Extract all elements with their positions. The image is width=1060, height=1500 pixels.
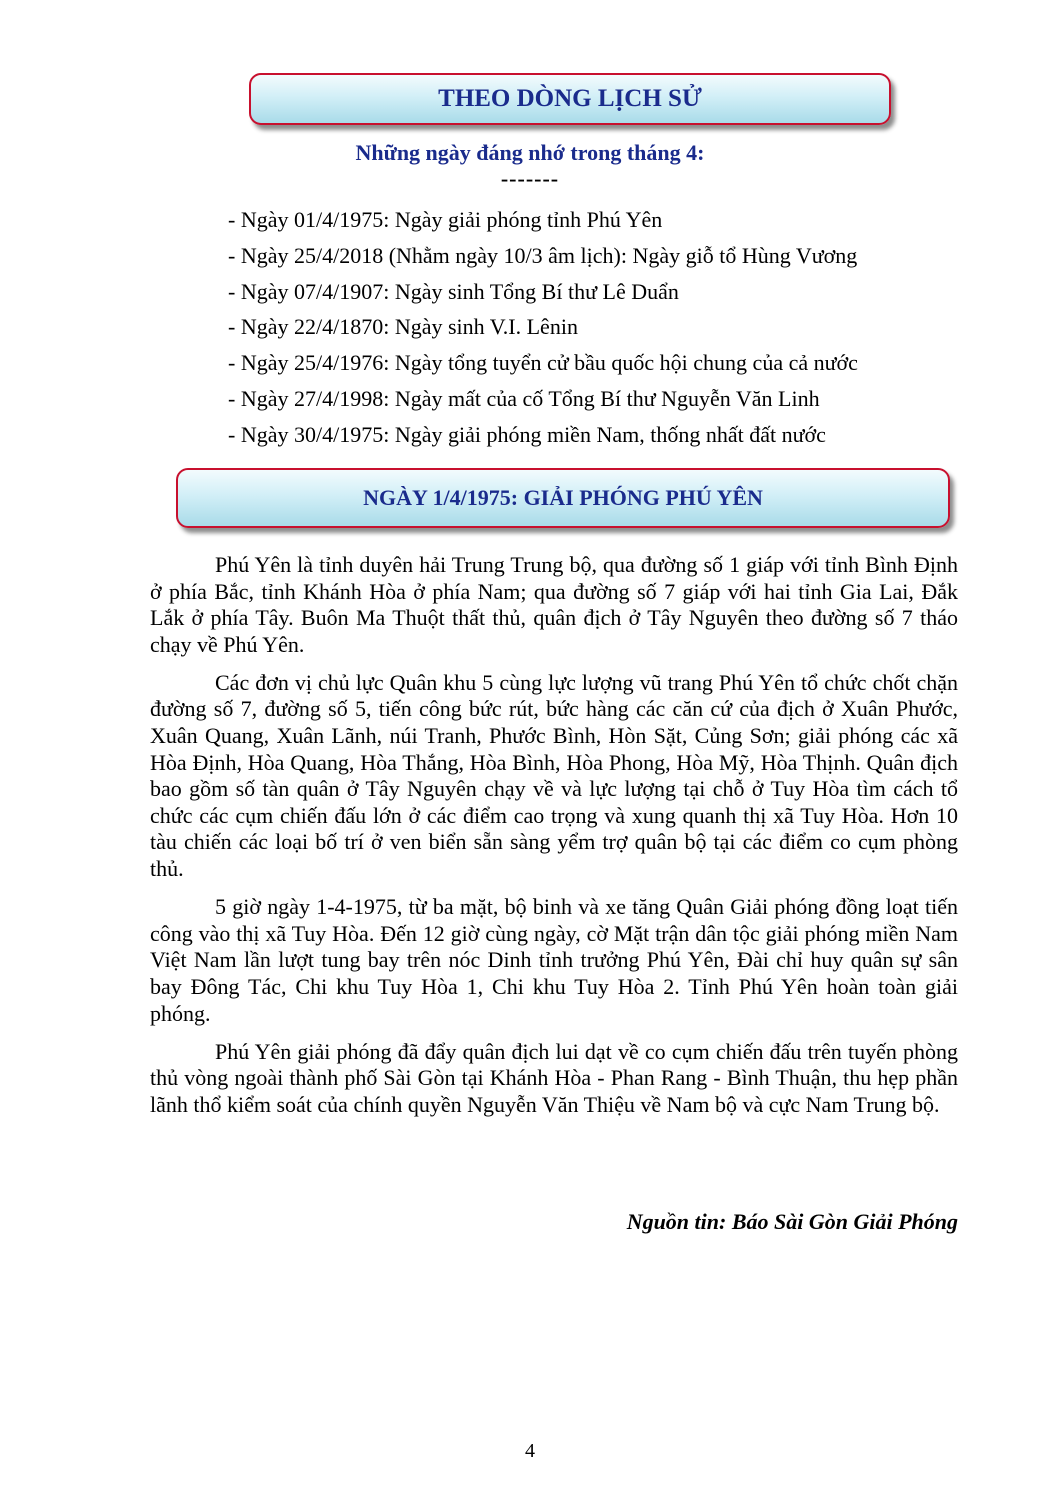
list-item: - Ngày 25/4/1976: Ngày tổng tuyển cử bầu quốc hội chung của cả nước bbox=[228, 350, 858, 376]
section-title-phu-yen: NGÀY 1/4/1975: GIẢI PHÓNG PHÚ YÊN bbox=[363, 485, 763, 510]
article-paragraph: 5 giờ ngày 1-4-1975, từ ba mặt, bộ binh và xe tăng Quân Giải phóng đồng loạt tiến công vào thị xã Tuy Hòa. Đến 12 giờ cùng ngày, cờ Mặt trận dân tộc giải phóng miền Nam Việt Nam lần lượt tung bay trên nóc Dinh tỉnh trưởng Phú Yên, Đài chỉ huy quân sự sân bay Đông Tác, Chi khu Tuy Hòa 1, Chi khu Tuy Hòa 2. Tỉnh Phú Yên hoàn toàn giải phóng. bbox=[150, 894, 958, 1026]
section-banner-phu-yen bbox=[176, 468, 950, 528]
section-banner-history bbox=[249, 73, 891, 125]
memorable-dates-subtitle: Những ngày đáng nhớ trong tháng 4: bbox=[355, 140, 705, 165]
source-credit: Nguồn tin: Báo Sài Gòn Giải Phóng bbox=[626, 1209, 958, 1234]
list-item: - Ngày 22/4/1870: Ngày sinh V.I. Lênin bbox=[228, 314, 578, 340]
article-paragraph: Phú Yên là tỉnh duyên hải Trung Trung bộ, qua đường số 1 giáp với tỉnh Bình Định ở phía Bắc, tỉnh Khánh Hòa ở phía Nam; qua đường số 7 giáp với hai tỉnh Gia Lai, Đắk Lắk ở phía Tây. Buôn Ma Thuột thất thủ, quân địch ở Tây Nguyên theo đường số 7 tháo chạy về Phú Yên. bbox=[150, 552, 958, 657]
list-item: - Ngày 27/4/1998: Ngày mất của cố Tổng Bí thư Nguyễn Văn Linh bbox=[228, 385, 820, 411]
section-title-history: THEO DÒNG LỊCH SỬ bbox=[438, 85, 702, 112]
list-item: - Ngày 01/4/1975: Ngày giải phóng tỉnh Phú Yên bbox=[228, 207, 663, 232]
memorable-dates-list bbox=[228, 202, 858, 453]
list-item: - Ngày 30/4/1975: Ngày giải phóng miền Nam, thống nhất đất nước bbox=[228, 421, 826, 447]
article-paragraph: Phú Yên giải phóng đã đẩy quân địch lui dạt về co cụm chiến đấu trên tuyến phòng thủ vòng ngoài thành phố Sài Gòn tại Khánh Hòa - Phan Rang - Bình Thuận, thu hẹp phần lãnh thổ kiểm soát của chính quyền Nguyễn Văn Thiệu về Nam bộ và cực Nam Trung bộ. bbox=[150, 1038, 958, 1117]
article-paragraph: Các đơn vị chủ lực Quân khu 5 cùng lực lượng vũ trang Phú Yên tổ chức chốt chặn đường số 7, đường số 5, tiến công bức rút, bức hàng các căn cứ của địch ở Xuân Phước, Xuân Quang, Xuân Lãnh, núi Tranh, Phước Bình, Hòn Sặt, Củng Sơn; giải phóng các xã Hòa Định, Hòa Quang, Hòa Thắng, Hòa Bình, Hòa Phong, Hòa Mỹ, Hòa Thịnh. Quân địch bao gồm số tàn quân ở Tây Nguyên chạy về và lực lượng tại chỗ ở Tuy Hòa tìm cách tổ chức các cụm chiến đấu lớn ở các điểm cao trọng và xung quanh thị xã Tuy Hòa. Hơn 10 tàu chiến các loại bố trí ở ven biển sẵn sàng yểm trợ quân bộ tại các điểm co cụm phòng thủ. bbox=[150, 669, 958, 882]
list-item: - Ngày 25/4/2018 (Nhằm ngày 10/3 âm lịch): Ngày giỗ tổ Hùng Vương bbox=[228, 242, 858, 268]
list-item: - Ngày 07/4/1907: Ngày sinh Tổng Bí thư Lê Duẩn bbox=[228, 278, 679, 304]
page-number: 4 bbox=[525, 1440, 535, 1462]
separator-dashes: ------- bbox=[500, 166, 560, 191]
article-body bbox=[150, 552, 958, 1130]
